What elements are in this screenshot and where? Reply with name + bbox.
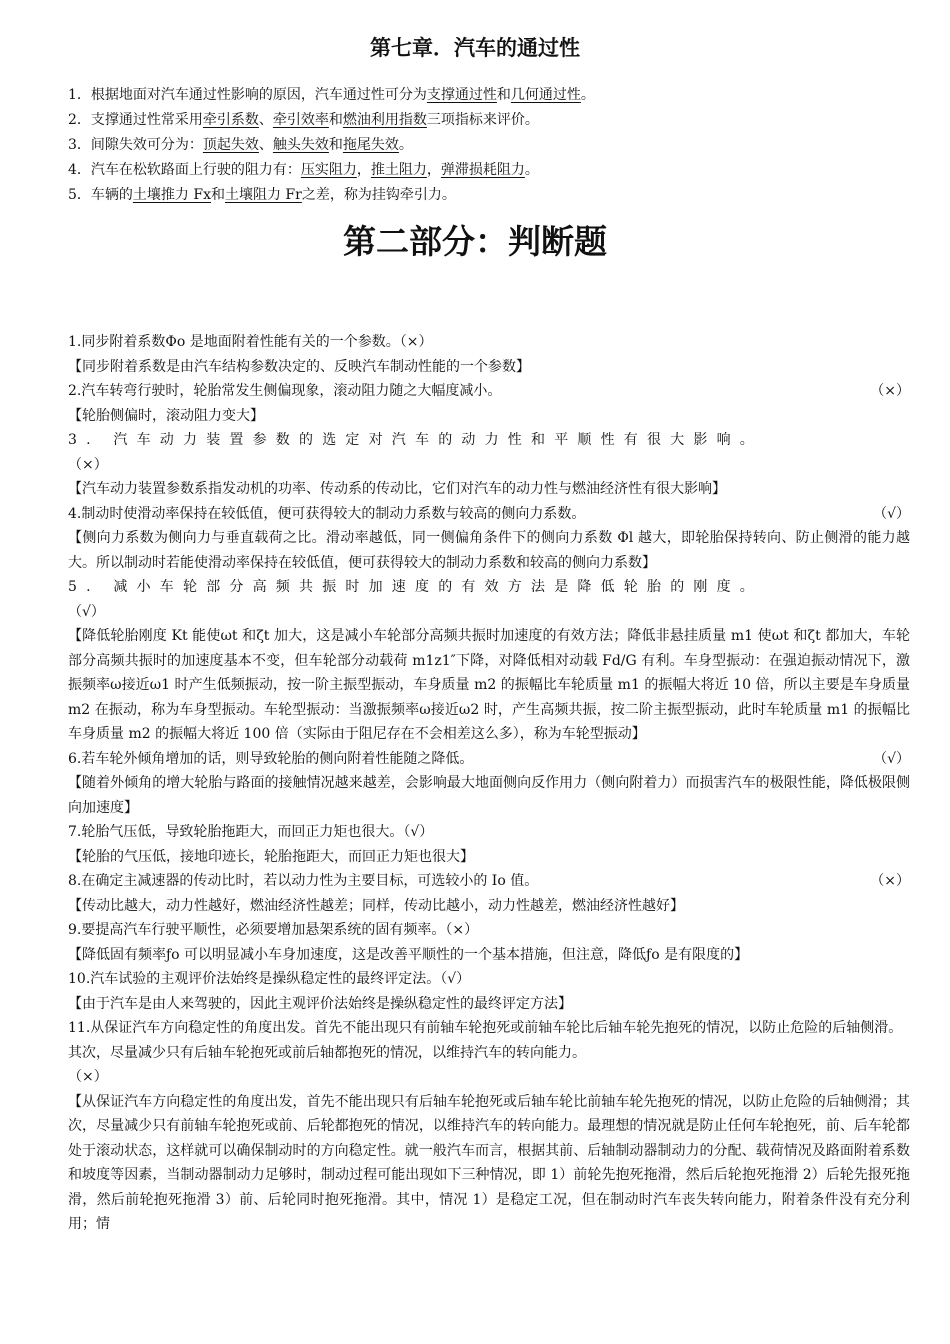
part-title: 第二部分：判断题 [343,222,607,261]
judgement-mark: （√） [68,603,105,620]
question-text: 5. 减小车轮部分高频共振时加速度的有效方法是降低轮胎的刚度。 [68,579,764,595]
question [68,918,910,943]
question [68,820,910,845]
question-text: 2.汽车转弯行驶时，轮胎常发生侧偏现象，滚动阻力随之大幅度减小。 [68,383,502,399]
item-text: 1．根据地面对汽车通过性影响的原因，汽车通过性可分为 [68,87,427,103]
question-text: 10.汽车试验的主观评价法始终是操纵稳定性的最终评定法。 [68,971,441,987]
answer-explanation: 【由于汽车是由人来驾驶的，因此主观评价法始终是操纵稳定性的最终评定方法】 [68,995,572,1012]
answer-explanation: 【传动比越大，动力性越好，燃油经济性越差；同样，传动比越小，动力性越差，燃油经济性越好】 [68,897,684,914]
judgement-mark: （×） [68,456,108,473]
item-text: 2．支撑通过性常采用 [68,112,203,128]
item-text: 。 [524,162,539,178]
question-text: 1.同步附着系数Φo 是地面附着性能有关的一个参数。 [68,334,400,350]
answer-blank: 支撑通过性 [426,87,497,103]
answer-explanation: 【汽车动力装置参数系指发动机的功率、传动系的传动比，它们对汽车的动力性与燃油经济性有很大影响】 [68,481,726,497]
judgement-mark: （√） [403,824,434,840]
answer-explanation: 【降低轮胎刚度 Kt 能使ωt 和ζt 加大，这是减小车轮部分高频共振时加速度的有效方法；降低非悬挂质量 m1 使ωt 和ζt 都加大，车轮部分高频共振时的加速度基本不变，但车轮部分动载荷 m1z1″下降，对降低相对动载 Fd/G 有利。车身型振动：在强迫振动情况下，激振频率ω接近ω1 时产生低频振动，按一阶主振型振动，车身质量 m2 的振幅比车轮质量 m1 的振幅大将近 10 倍，所以主要是车身质量 m2 在振动，称为车身型振动。车轮型振动：当激振频率ω接近ω2 时，产生高频共振，按二阶主振型振动，此时车轮质量 m1 的振幅比车身质量 m2 的振幅大将近 100 倍（实际由于阻尼存在不会相差这么多），称为车轮型振动】 [68,628,910,742]
answer-blank: 土壤阻力 Fr [224,187,302,203]
judgement-mark: （×） [68,1069,108,1085]
judgement-mark: （√） [873,750,910,767]
item-text: 。 [398,137,413,153]
question [68,502,910,527]
question [68,869,910,894]
item-text: 5．车辆的 [68,187,133,203]
fill-item [68,83,908,108]
fill-item [68,158,908,183]
question-text: 6.若车轮外倾角增加的话，则导致轮胎的侧向附着性能随之降低。 [68,750,474,767]
answer-blank: 触头失效 [272,137,329,153]
item-text: ， [356,162,371,178]
answer-blank: 拖尾失效 [342,137,399,153]
answer-blank: 顶起失效 [202,137,259,153]
question-text: 9.要提高汽车行驶平顺性，必须要增加悬架系统的固有频率。 [68,922,446,938]
question-text: 3. 汽车动力装置参数的选定对汽车的动力性和平顺性有很大影响。 [68,432,764,448]
answer-explanation: 【轮胎侧偏时，滚动阻力变大】 [68,407,264,424]
answer-blank: 几何通过性 [510,87,581,103]
judgement-mark: （√） [440,971,471,987]
item-text: 、 [258,137,273,153]
item-text: 和 [210,187,225,203]
answer-blank: 燃油利用指数 [342,112,427,128]
answer-explanation: 【降低固有频率ƒo 可以明显减小车身加速度，这是改善平顺性的一个基本措施，但注意，降低ƒo 是有限度的】 [68,946,749,963]
item-text: 三项指标来评价。 [426,112,539,128]
item-text: 。 [580,87,595,103]
answer-explanation: 【从保证汽车方向稳定性的角度出发，首先不能出现只有后轴车轮抱死或后轴车轮比前轴车轮先抱死的情况，以防止危险的后轴侧滑；其次，尽量减少只有前轴车轮抱死或前、后轮都抱死的情况，以维持汽车的转向能力。最理想的情况就是防止任何车轮抱死，前、后车轮都处于滚动状态，这样就可以确保制动时的方向稳定性。就一般汽车而言，根据其前、后轴制动器制动力的分配、载荷情况及路面附着系数和坡度等因素，当制动器制动力足够时，制动过程可能出现如下三种情况，即 1）前轮先抱死拖滑，然后后轮抱死拖滑 2）后轮先报死拖滑，然后前轮抱死拖滑 3）前、后轮同时抱死拖滑。其中，情况 1）是稳定工况，但在制动时汽车丧失转向能力，附着条件没有充分利用；情 [68,1093,910,1232]
fill-item [68,133,908,158]
question [68,428,910,477]
answer-blank: 弹滞损耗阻力 [440,162,525,178]
answer-blank: 牵引系数 [202,112,259,128]
chapter-title: 第七章．汽车的通过性 [370,36,580,60]
question [68,1016,910,1090]
true-false-questions [68,330,910,1237]
answer-blank: 压实阻力 [300,162,357,178]
question [68,967,910,992]
fill-item [68,183,908,208]
question [68,575,910,624]
item-text: ， [426,162,441,178]
answer-explanation: 【轮胎的气压低，接地印迹长，轮胎拖距大，而回正力矩也很大】 [68,848,474,865]
question-text: 11.从保证汽车方向稳定性的角度出发。首先不能出现只有前轴车轮抱死或前轴车轮比后轴车轮先抱死的情况，以防止危险的后轴侧滑。其次，尽量减少只有后轴车轮抱死或前后轴都抱死的情况，以维持汽车的转向能力。 [68,1020,903,1061]
question [68,379,910,404]
item-text: 3．间隙失效可分为： [68,137,203,153]
fill-item [68,108,908,133]
judgement-mark: （×） [445,922,479,938]
answer-explanation: 【随着外倾角的增大轮胎与路面的接触情况越来越差，会影响最大地面侧向反作用力（侧向附着力）而损害汽车的极限性能，降低极限侧向加速度】 [68,775,910,816]
answer-explanation: 【同步附着系数是由汽车结构参数决定的、反映汽车制动性能的一个参数】 [68,358,530,375]
question-text: 4.制动时使滑动率保持在较低值，便可获得较大的制动力系数与较高的侧向力系数。 [68,505,586,522]
item-text: 之差，称为挂钩牵引力。 [301,187,456,203]
judgement-mark: （×） [870,383,910,399]
judgement-mark: （√） [873,505,910,522]
question-text: 7.轮胎气压低，导致轮胎拖距大，而回正力矩也很大。 [68,824,404,840]
judgement-mark: （×） [870,873,910,889]
answer-blank: 推土阻力 [370,162,427,178]
answer-blank: 土壤推力 Fx [132,187,211,203]
answer-blank: 牵引效率 [272,112,329,128]
question [68,330,910,355]
question [68,747,910,772]
answer-explanation: 【侧向力系数为侧向力与垂直载荷之比。滑动率越低，同一侧偏角条件下的侧向力系数 Φl 越大，即轮胎保持转向、防止侧滑的能力越大。所以制动时若能使滑动率保持在较低值，便可获得较大的制动力系数和较高的侧向力系数】 [68,530,910,571]
item-text: 、 [258,112,273,128]
item-text: 和 [496,87,511,103]
question-text: 8.在确定主减速器的传动比时，若以动力性为主要目标，可选较小的 Io 值。 [68,873,539,889]
judgement-mark: （×） [399,334,433,350]
item-text: 和 [328,112,343,128]
item-text: 4．汽车在松软路面上行驶的阻力有： [68,162,301,178]
fill-in-list [68,83,908,208]
item-text: 和 [328,137,343,153]
